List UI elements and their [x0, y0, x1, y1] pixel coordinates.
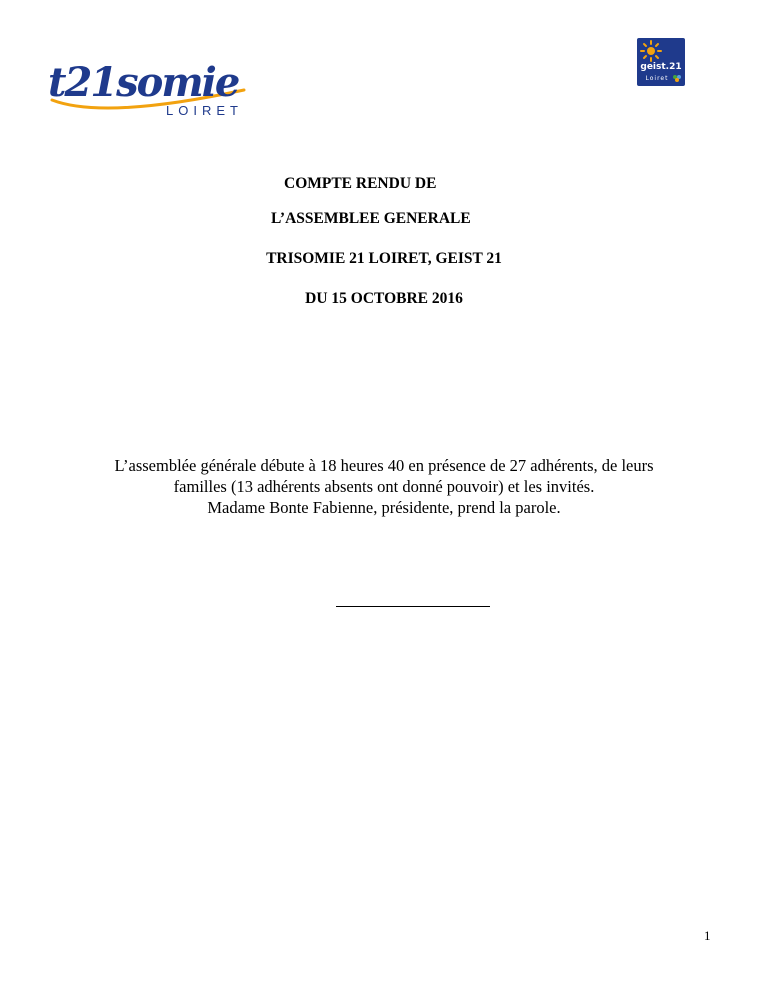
intro-paragraph: [0, 455, 768, 518]
geist21-logo-graphic: [637, 38, 685, 86]
geist21-loiret-logo: [637, 38, 685, 86]
title-line-4: DU 15 OCTOBRE 2016: [305, 290, 463, 307]
geist-logo-region: Loiret: [645, 75, 669, 82]
title-line-1: COMPTE RENDU DE: [284, 175, 437, 192]
geist-logo-name: geist.21: [640, 62, 682, 72]
intro-line-3: Madame Bonte Fabienne, présidente, prend la parole.: [207, 498, 561, 517]
title-line-2: L’ASSEMBLEE GENERALE: [271, 210, 471, 227]
page-number: 1: [704, 928, 711, 943]
intro-line-2: familles (13 adhérents absents ont donné pouvoir) et les invités.: [173, 477, 595, 496]
intro-line-1: L’assemblée générale débute à 18 heures 40 en présence de 27 adhérents, de leurs: [114, 456, 654, 475]
title-line-3: TRISOMIE 21 LOIRET, GEIST 21: [266, 250, 502, 267]
trisomie21-loiret-logo: [44, 46, 256, 126]
sun-icon: [641, 41, 661, 61]
trisomie21-logo-graphic: [44, 46, 256, 126]
separator-line: [336, 606, 490, 607]
logo-wordmark: t21somie: [48, 59, 239, 106]
logo-subtitle: LOIRET: [166, 103, 243, 118]
